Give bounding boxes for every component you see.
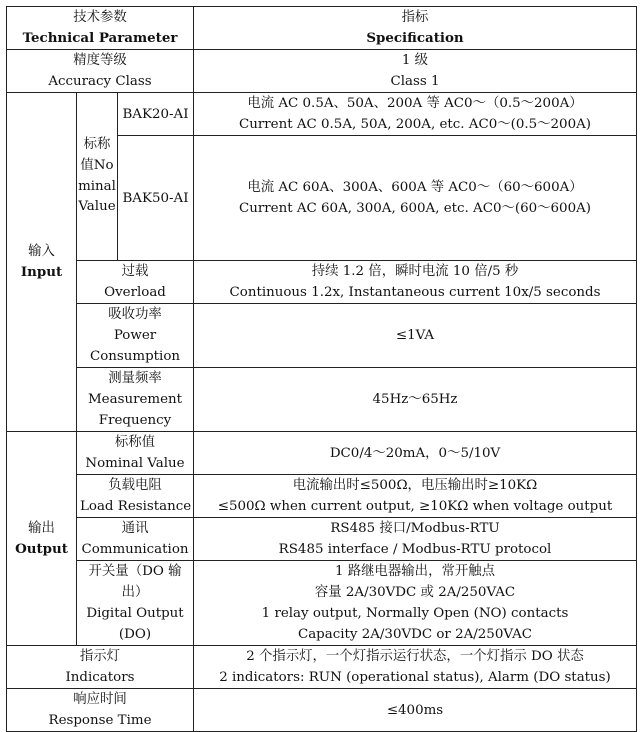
accuracy-label-en: Accuracy Class <box>48 74 152 89</box>
overload-value-cn: 持续 1.2 倍，瞬时电流 10 倍/5 秒 <box>311 264 519 279</box>
comm-label-cn: 通讯 <box>121 521 149 536</box>
comm-row <box>7 518 637 561</box>
power-label <box>77 304 194 368</box>
input-nominal-label: 标称值NominalValue <box>77 93 118 261</box>
input-group-cn: 输入 <box>28 244 55 259</box>
load-label-cn: 负载电阻 <box>108 478 162 493</box>
accuracy-row <box>7 50 637 93</box>
output-nominal-label <box>77 432 194 475</box>
model-bak20-value-en: Current AC 0.5A, 50A, 200A, etc. AC0～(0.5～200A) <box>239 117 591 132</box>
load-label-en: Load Resistance <box>80 499 192 514</box>
indicators-label-cn: 指示灯 <box>79 649 121 664</box>
comm-value-cn: RS485 接口/Modbus-RTU <box>330 521 500 536</box>
frequency-label-en1: Measurement <box>87 392 183 407</box>
digital-label-cn2: 出） <box>121 585 149 600</box>
power-label-en2: Consumption <box>89 349 181 364</box>
digital-value-en1: 1 relay output, Normally Open (NO) contacts <box>261 606 569 621</box>
output-group-label <box>7 432 77 646</box>
digital-label <box>77 561 194 646</box>
header-param-en: Technical Parameter <box>22 30 178 46</box>
power-label-cn: 吸收功率 <box>108 307 162 322</box>
overload-label-en: Overload <box>104 285 166 300</box>
output-nominal-row <box>7 432 637 475</box>
model-bak50: BAK50-AI <box>118 136 194 261</box>
input-nominal-row-1 <box>7 93 637 136</box>
digital-value-cn2: 容量 2A/30VDC 或 2A/250VAC <box>314 585 516 600</box>
digital-value-cn1: 1 路继电器输出，常开触点 <box>334 564 496 579</box>
header-row <box>7 7 637 50</box>
spec-table <box>6 6 637 732</box>
load-value-en: ≤500Ω when current output, ≥10KΩ when voltage output <box>217 499 613 514</box>
digital-label-en1: Digital Output <box>86 606 184 621</box>
digital-label-en2: (DO) <box>118 627 152 642</box>
overload-label-cn: 过载 <box>121 264 149 279</box>
load-value-cn: 电流输出时≤500Ω，电压输出时≥10KΩ <box>292 478 538 493</box>
accuracy-label-cn: 精度等级 <box>73 53 127 68</box>
indicators-label-en: Indicators <box>65 670 135 685</box>
header-spec-cn: 指标 <box>401 10 429 25</box>
header-param-cn: 技术参数 <box>73 10 127 25</box>
output-group-cn: 输出 <box>28 520 55 536</box>
indicators-value <box>194 646 637 689</box>
overload-value-en: Continuous 1.2x, Instantaneous current 10x/5 seconds <box>229 285 601 300</box>
indicators-row <box>7 646 637 689</box>
response-label-en: Response Time <box>48 713 152 728</box>
model-bak50-value-en: Current AC 60A, 300A, 600A, etc. AC0～(60～600A) <box>239 201 591 216</box>
input-group-label <box>7 93 77 432</box>
indicators-value-cn: 2 个指示灯，一个灯指示运行状态，一个灯指示 DO 状态 <box>246 649 584 664</box>
accuracy-value-cn: 1 级 <box>401 53 429 68</box>
frequency-label-cn: 测量频率 <box>108 371 162 386</box>
header-spec-en: Specification <box>366 30 464 46</box>
comm-label-en: Communication <box>81 542 189 557</box>
power-row <box>7 304 637 368</box>
load-value <box>194 475 637 518</box>
output-group-en: Output <box>15 540 68 557</box>
indicators-value-en: 2 indicators: RUN (operational status), Alarm (DO status) <box>219 670 611 685</box>
overload-value <box>194 261 637 304</box>
digital-value <box>194 561 637 646</box>
load-label <box>77 475 194 518</box>
comm-value <box>194 518 637 561</box>
overload-row <box>7 261 637 304</box>
digital-value-en2: Capacity 2A/30VDC or 2A/250VAC <box>297 627 533 642</box>
frequency-value: 45Hz～65Hz <box>194 368 637 432</box>
header-spec-cell <box>194 7 637 50</box>
power-label-en1: Power <box>113 328 157 343</box>
output-nominal-label-cn: 标称值 <box>114 435 156 450</box>
power-value: ≤1VA <box>194 304 637 368</box>
model-bak20: BAK20-AI <box>118 93 194 136</box>
response-row <box>7 689 637 732</box>
digital-row <box>7 561 637 646</box>
frequency-row <box>7 368 637 432</box>
frequency-label-en2: Frequency <box>98 413 172 428</box>
accuracy-label <box>7 50 194 93</box>
indicators-label <box>7 646 194 689</box>
output-nominal-value: DC0/4～20mA，0～5/10V <box>194 432 637 475</box>
load-row <box>7 475 637 518</box>
frequency-label <box>77 368 194 432</box>
comm-label <box>77 518 194 561</box>
comm-value-en: RS485 interface / Modbus-RTU protocol <box>278 542 552 557</box>
accuracy-value <box>194 50 637 93</box>
header-param-cell <box>7 7 194 50</box>
overload-label <box>77 261 194 304</box>
response-value: ≤400ms <box>194 689 637 732</box>
model-bak20-value <box>194 93 637 136</box>
response-label <box>7 689 194 732</box>
model-bak50-value-cn: 电流 AC 60A、300A、600A 等 AC0～（60～600A） <box>247 180 583 195</box>
input-group-en: Input <box>20 264 63 280</box>
model-bak50-value <box>194 136 637 261</box>
digital-label-cn1: 开关量（DO 输 <box>88 564 182 579</box>
response-label-cn: 响应时间 <box>73 692 127 707</box>
output-nominal-label-en: Nominal Value <box>85 456 185 471</box>
model-bak20-value-cn: 电流 AC 0.5A、50A、200A 等 AC0～（0.5～200A） <box>247 96 583 111</box>
accuracy-value-en: Class 1 <box>390 74 440 89</box>
